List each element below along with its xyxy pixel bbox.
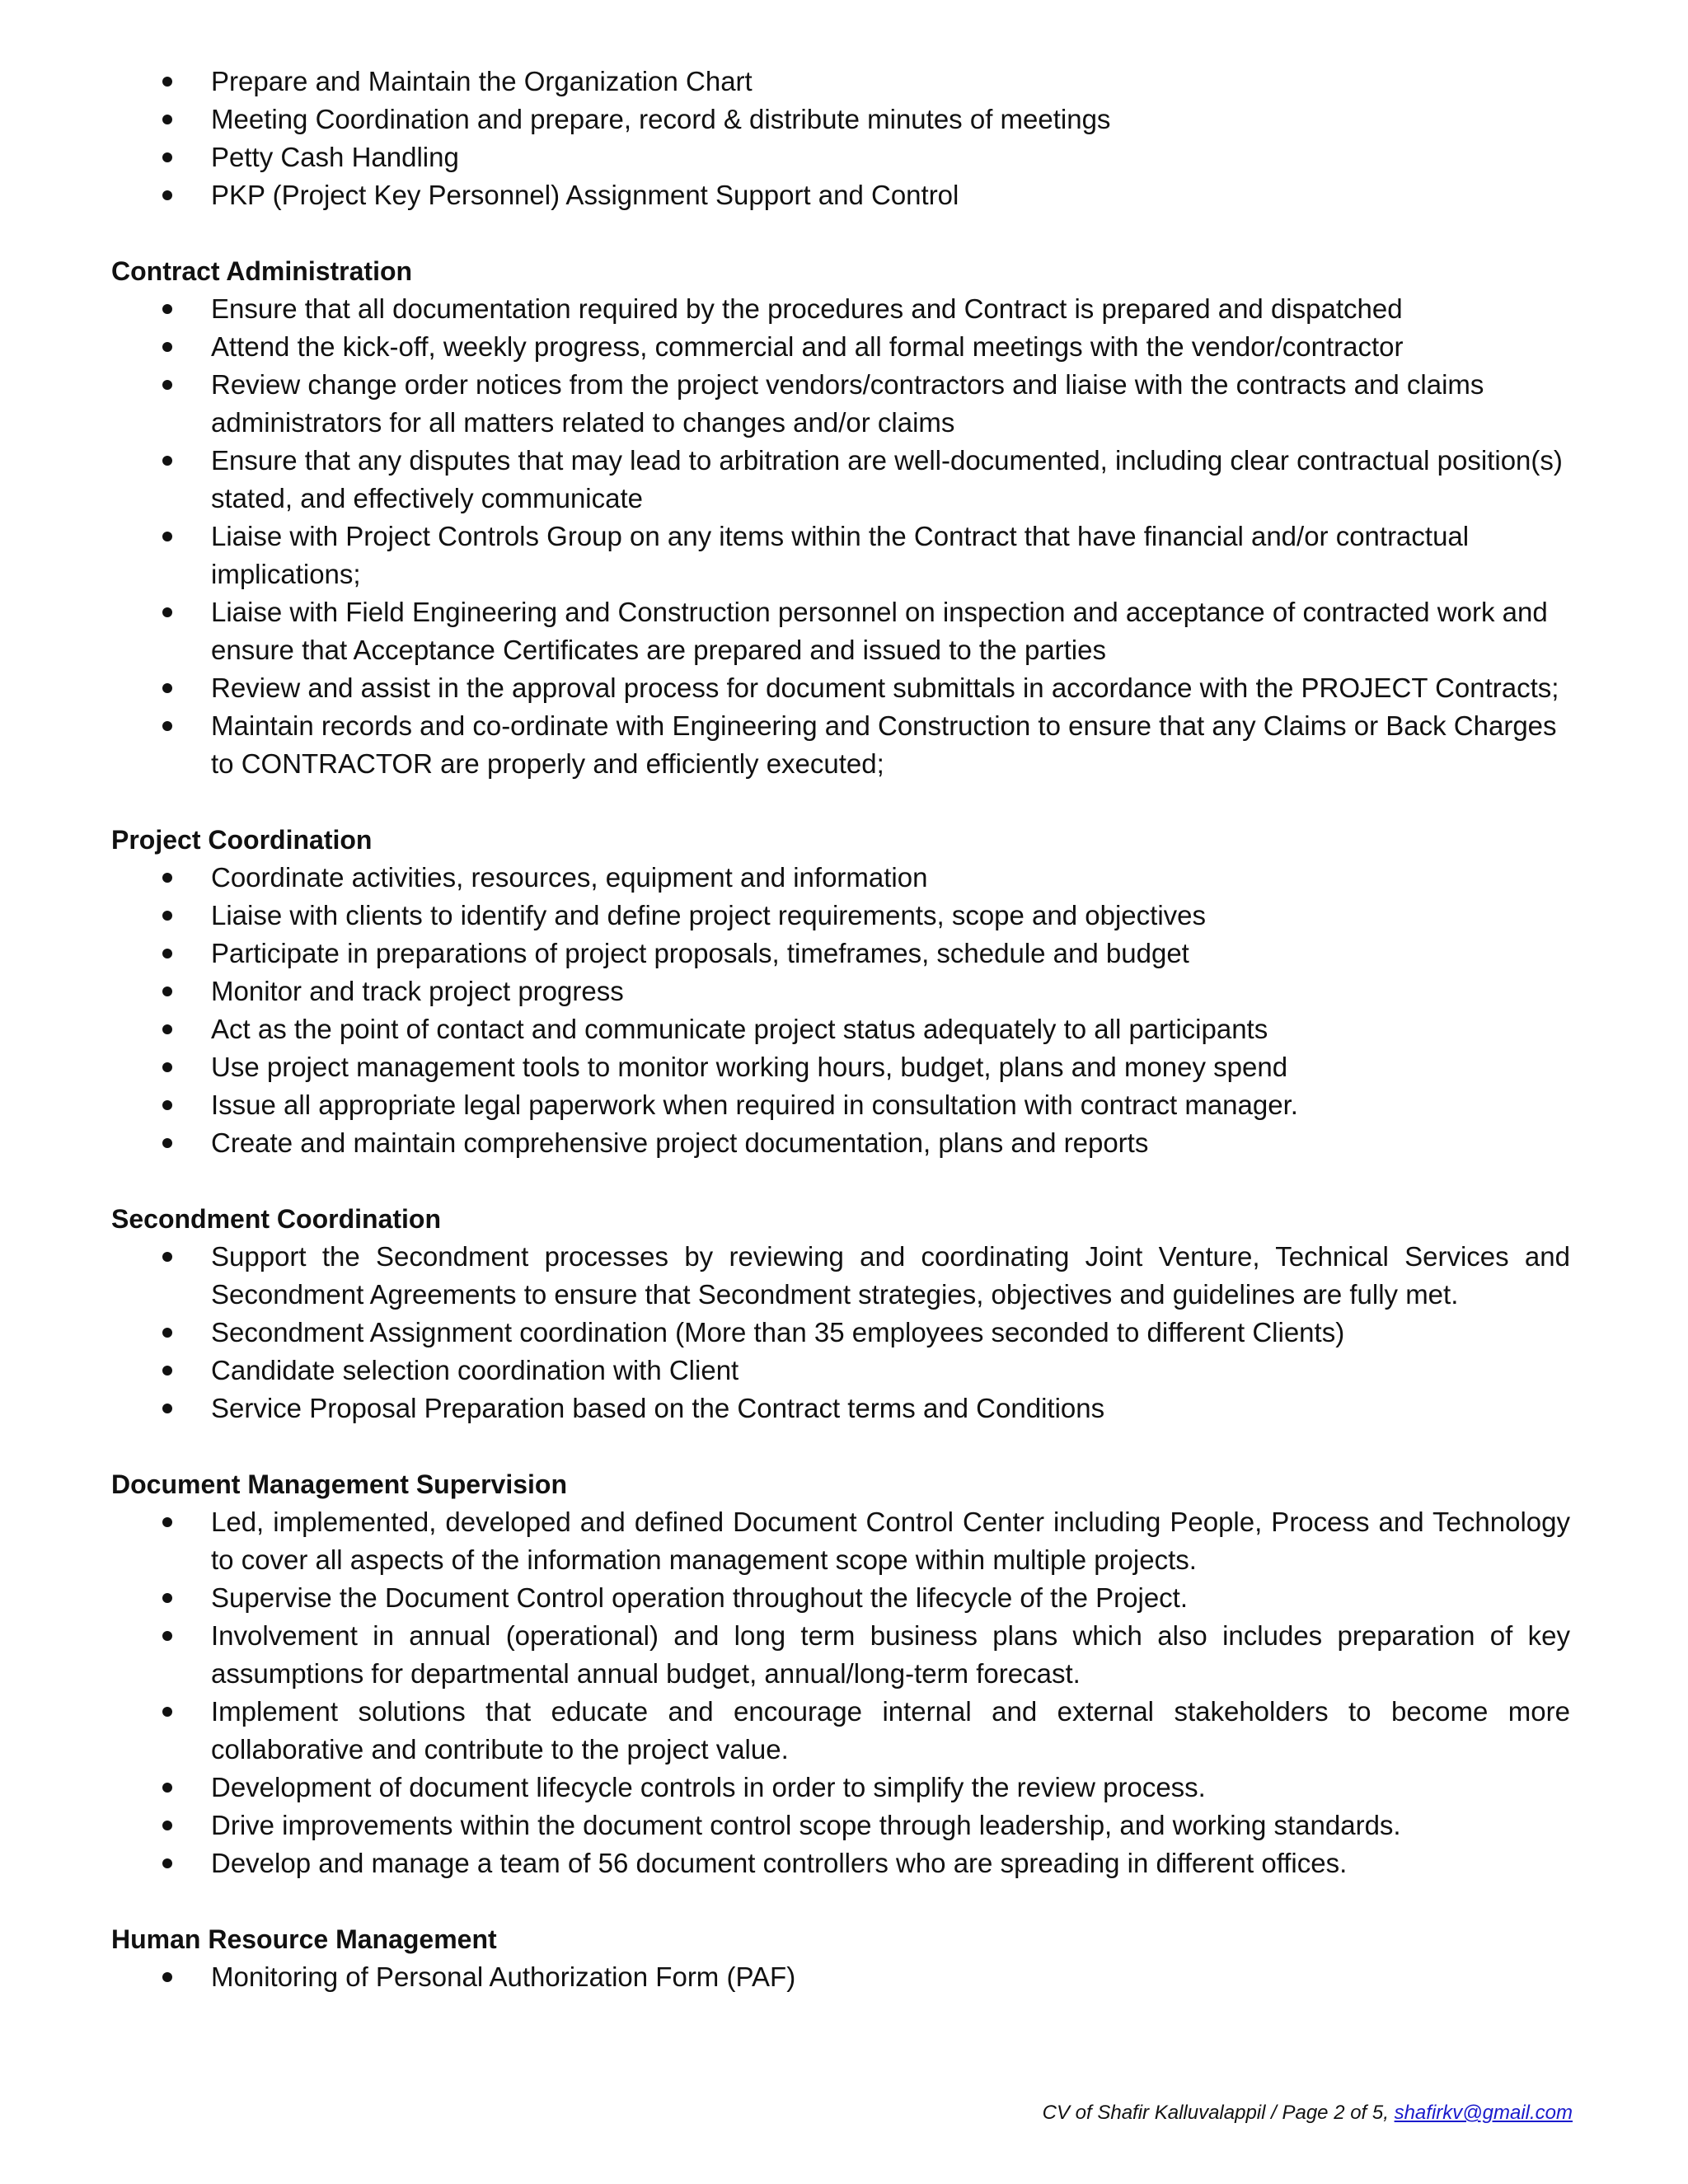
list-item-text: Review change order notices from the project vendors/contractors and liaise with the contracts and claims administrators for all matters related to changes and/or claims [211,369,1484,438]
list-item [111,1617,1570,1693]
list-item-text: Candidate selection coordination with Client [211,1355,739,1385]
document-management-list [111,1503,1570,1882]
bullet-icon [162,1024,172,1034]
secondment-coordination-section [111,1200,1570,1427]
list-item-text: Drive improvements within the document control scope through leadership, and working standards. [211,1810,1401,1840]
bullet-icon [162,115,172,124]
bullet-icon [162,987,172,996]
list-item [111,897,1570,935]
list-item-text: Service Proposal Preparation based on the Contract terms and Conditions [211,1393,1105,1423]
list-item [111,859,1570,897]
list-item [111,442,1570,518]
list-item-text: Meeting Coordination and prepare, record & distribute minutes of meetings [211,104,1111,134]
intro-list [111,63,1570,214]
list-item-text: Support the Secondment processes by reviewing and coordinating Joint Venture, Technical Services and Secondment Agreements to ensure that Secondment strategies, objectives and guidelines are fully met. [211,1241,1570,1310]
contract-administration-list [111,290,1570,783]
list-item [111,1390,1570,1427]
list-item-text: Development of document lifecycle controls in order to simplify the review process. [211,1772,1206,1802]
list-item-text: Petty Cash Handling [211,142,459,172]
list-item-text: Liaise with Field Engineering and Construction personnel on inspection and acceptance of contracted work and ensure that Acceptance Certificates are prepared and issued to the parties [211,597,1548,665]
list-item-text: Prepare and Maintain the Organization Chart [211,66,753,96]
bullet-icon [162,1138,172,1148]
list-item-text: Secondment Assignment coordination (More than 35 employees seconded to different Clients) [211,1317,1345,1347]
list-item [111,593,1570,669]
list-item-text: Implement solutions that educate and encourage internal and external stakeholders to become more collaborative and contribute to the project value. [211,1696,1570,1765]
bullet-icon [162,1252,172,1262]
list-item [111,1352,1570,1390]
bullet-icon [162,1821,172,1830]
list-item-text: Use project management tools to monitor working hours, budget, plans and money spend [211,1052,1288,1082]
list-item [111,328,1570,366]
list-item-text: Involvement in annual (operational) and long term business plans which also includes preparation of key assumptions for departmental annual budget, annual/long-term forecast. [211,1620,1570,1689]
list-item [111,1503,1570,1579]
bullet-icon [162,380,172,390]
bullet-icon [162,949,172,958]
footer-email-link[interactable]: shafirkv@gmail.com [1394,2102,1573,2124]
intro-section [111,63,1570,214]
list-item-text: Ensure that any disputes that may lead to arbitration are well-documented, including clear contractual position(s) stated, and effectively communicate [211,445,1563,513]
list-item-text: Liaise with Project Controls Group on any items within the Contract that have financial and/or contractual implications; [211,521,1470,589]
list-item-text: Review and assist in the approval process for document submittals in accordance with the PROJECT Contracts; [211,673,1559,703]
bullet-icon [162,1972,172,1982]
section-heading: Human Resource Management [111,1924,497,1954]
secondment-coordination-list [111,1238,1570,1427]
list-item-text: Led, implemented, developed and defined Document Control Center including People, Process and Technology to cover all aspects of the information management scope within multiple projects. [211,1507,1570,1575]
list-item-text: Ensure that all documentation required by the procedures and Contract is prepared and dispatched [211,293,1403,324]
bullet-icon [162,152,172,162]
bullet-icon [162,190,172,200]
list-item [111,1086,1570,1124]
list-item [111,101,1570,138]
list-item-text: PKP (Project Key Personnel) Assignment Support and Control [211,180,959,210]
bullet-icon [162,1517,172,1527]
list-item [111,1807,1570,1844]
bullet-icon [162,342,172,352]
bullet-icon [162,1404,172,1413]
bullet-icon [162,77,172,87]
document-management-section [111,1465,1570,1882]
project-coordination-section [111,821,1570,1162]
list-item [111,1769,1570,1807]
bullet-icon [162,721,172,731]
bullet-icon [162,1707,172,1717]
list-item-text: Create and maintain comprehensive project documentation, plans and reports [211,1127,1149,1158]
list-item-text: Coordinate activities, resources, equipment and information [211,862,928,893]
list-item-text: Monitoring of Personal Authorization Form (PAF) [211,1961,796,1992]
list-item [111,518,1570,593]
list-item [111,1958,1570,1996]
page-content [111,63,1570,2034]
list-item [111,1010,1570,1048]
list-item [111,1314,1570,1352]
bullet-icon [162,1783,172,1793]
bullet-icon [162,1631,172,1641]
human-resource-section [111,1920,1570,1996]
list-item-text: Monitor and track project progress [211,976,624,1006]
bullet-icon [162,683,172,693]
bullet-icon [162,304,172,314]
list-item [111,1579,1570,1617]
section-heading: Project Coordination [111,825,373,855]
list-item-text: Develop and manage a team of 56 document controllers who are spreading in different offices. [211,1848,1348,1878]
list-item [111,707,1570,783]
list-item [111,1238,1570,1314]
bullet-icon [162,1593,172,1603]
project-coordination-list [111,859,1570,1162]
contract-administration-section [111,252,1570,783]
bullet-icon [162,911,172,921]
list-item [111,1844,1570,1882]
list-item [111,972,1570,1010]
bullet-icon [162,532,172,541]
page-footer [1043,2102,1573,2125]
list-item-text: Issue all appropriate legal paperwork when required in consultation with contract manager. [211,1090,1298,1120]
list-item [111,1124,1570,1162]
list-item-text: Liaise with clients to identify and define project requirements, scope and objectives [211,900,1207,930]
list-item [111,138,1570,176]
bullet-icon [162,607,172,617]
list-item-text: Attend the kick-off, weekly progress, commercial and all formal meetings with the vendor/contractor [211,331,1404,362]
list-item [111,366,1570,442]
bullet-icon [162,456,172,466]
section-heading: Secondment Coordination [111,1204,441,1234]
list-item-text: Act as the point of contact and communicate project status adequately to all participants [211,1014,1268,1044]
section-heading: Contract Administration [111,256,413,286]
bullet-icon [162,1328,172,1338]
list-item [111,1693,1570,1769]
human-resource-list [111,1958,1570,1996]
section-heading: Document Management Supervision [111,1469,567,1499]
list-item [111,176,1570,214]
list-item-text: Supervise the Document Control operation throughout the lifecycle of the Project. [211,1582,1189,1613]
list-item [111,63,1570,101]
bullet-icon [162,873,172,883]
bullet-icon [162,1366,172,1376]
list-item [111,669,1570,707]
list-item-text: Maintain records and co-ordinate with Engineering and Construction to ensure that any Claims or Back Charges to CONTRACTOR are properly and efficiently executed; [211,710,1557,779]
bullet-icon [162,1062,172,1072]
list-item [111,935,1570,972]
bullet-icon [162,1858,172,1868]
list-item [111,290,1570,328]
list-item [111,1048,1570,1086]
footer-text: CV of Shafir Kalluvalappil / Page 2 of 5, [1042,2102,1395,2124]
bullet-icon [162,1100,172,1110]
list-item-text: Participate in preparations of project proposals, timeframes, schedule and budget [211,938,1189,968]
